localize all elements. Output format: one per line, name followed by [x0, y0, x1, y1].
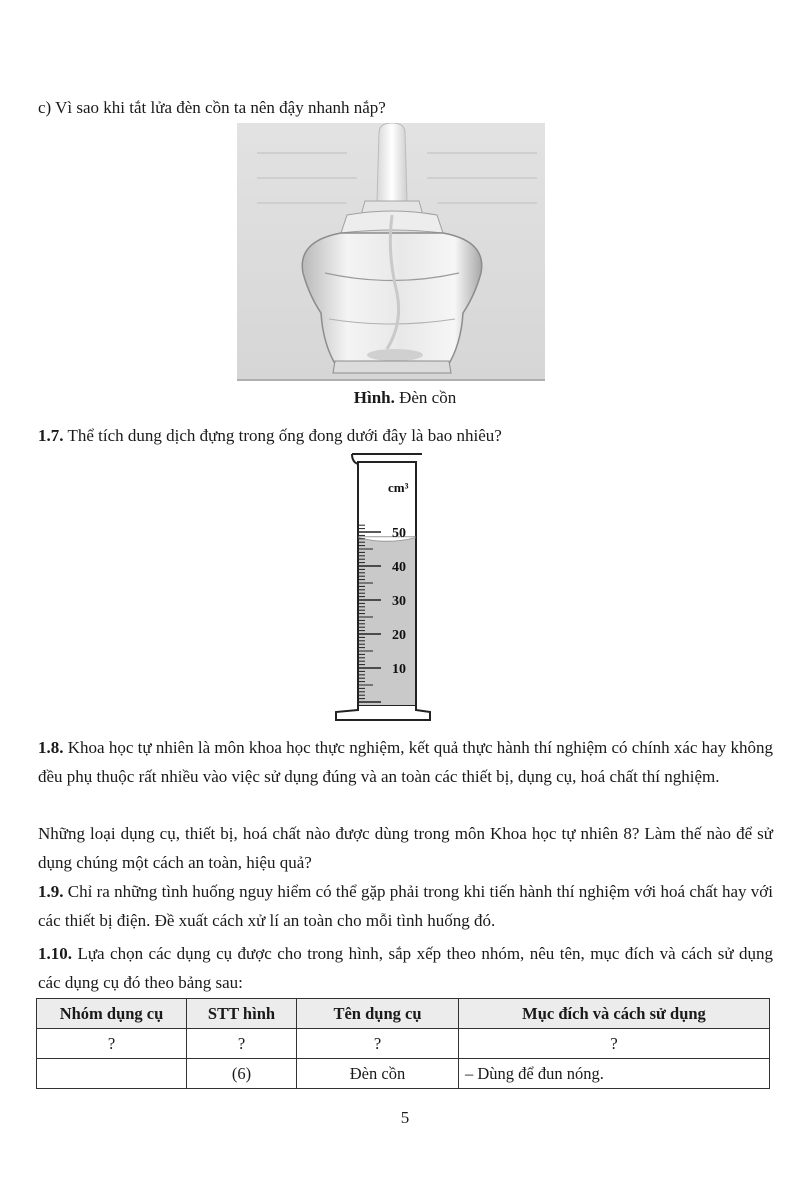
- page-number: 5: [400, 1108, 410, 1127]
- table-header: STT hình: [187, 999, 297, 1029]
- table-cell: Đèn cồn: [297, 1059, 459, 1089]
- question-1-9: 1.9. Chỉ ra những tình huống nguy hiểm có thể gặp phải trong khi tiến hành thí nghiệm với hoá chất hay với các thiết bị điện. Đề xuất cách xử lí an toàn cho mỗi tình huống đó.: [38, 882, 773, 930]
- table-cell: ?: [459, 1029, 770, 1059]
- tick-label-40: 40: [392, 560, 406, 575]
- unit-label: cm³: [388, 480, 409, 495]
- table-cell: – Dùng để đun nóng.: [459, 1059, 770, 1089]
- liquid: [359, 539, 415, 705]
- table-header: Nhóm dụng cụ: [37, 999, 187, 1029]
- table-cell: ?: [187, 1029, 297, 1059]
- table-cell: ?: [297, 1029, 459, 1059]
- table-cell: ?: [37, 1029, 187, 1059]
- tick-label-10: 10: [392, 662, 406, 677]
- lamp-base: [333, 361, 451, 373]
- cylinder-base: [336, 706, 430, 720]
- tick-label-30: 30: [392, 594, 406, 609]
- table-cell: (6): [187, 1059, 297, 1089]
- figure-caption: Hình. Đèn cồn: [353, 388, 457, 407]
- question-1-8-part2: Những loại dụng cụ, thiết bị, hoá chất nào được dùng trong môn Khoa học tự nhiên 8? Làm thế nào để sử dụng chúng một cách an toàn, hiệu quả?: [38, 824, 773, 872]
- question-1-10: 1.10. Lựa chọn các dụng cụ được cho trong hình, sắp xếp theo nhóm, nêu tên, mục đích và cách sử dụng các dụng cụ đó theo bảng sau:: [38, 944, 773, 992]
- table-cell: [37, 1059, 187, 1089]
- table-row: [37, 1029, 770, 1059]
- question-c: c) Vì sao khi tắt lửa đèn cồn ta nên đậy nhanh nắp?: [38, 98, 386, 117]
- table-row: [37, 1059, 770, 1089]
- alcohol-lamp-photo: [237, 123, 545, 381]
- tick-label-20: 20: [392, 628, 406, 643]
- tick-label-50: 50: [392, 526, 406, 541]
- table-header: Tên dụng cụ: [297, 999, 459, 1029]
- instrument-table: [36, 998, 770, 1089]
- table-header: Mục đích và cách sử dụng: [459, 999, 770, 1029]
- graduated-cylinder: [330, 452, 434, 722]
- table-header-row: [37, 999, 770, 1029]
- question-1-8: 1.8. Khoa học tự nhiên là môn khoa học thực nghiệm, kết quả thực hành thí nghiệm có chính xác hay không đều phụ thuộc rất nhiều vào việc sử dụng đúng và an toàn các thiết bị, dụng cụ, hoá chất thí nghiệm.: [38, 738, 773, 786]
- wick-holder: [377, 123, 407, 201]
- question-1-7: 1.7. Thể tích dung dịch đựng trong ống đong dưới đây là bao nhiêu?: [38, 426, 502, 445]
